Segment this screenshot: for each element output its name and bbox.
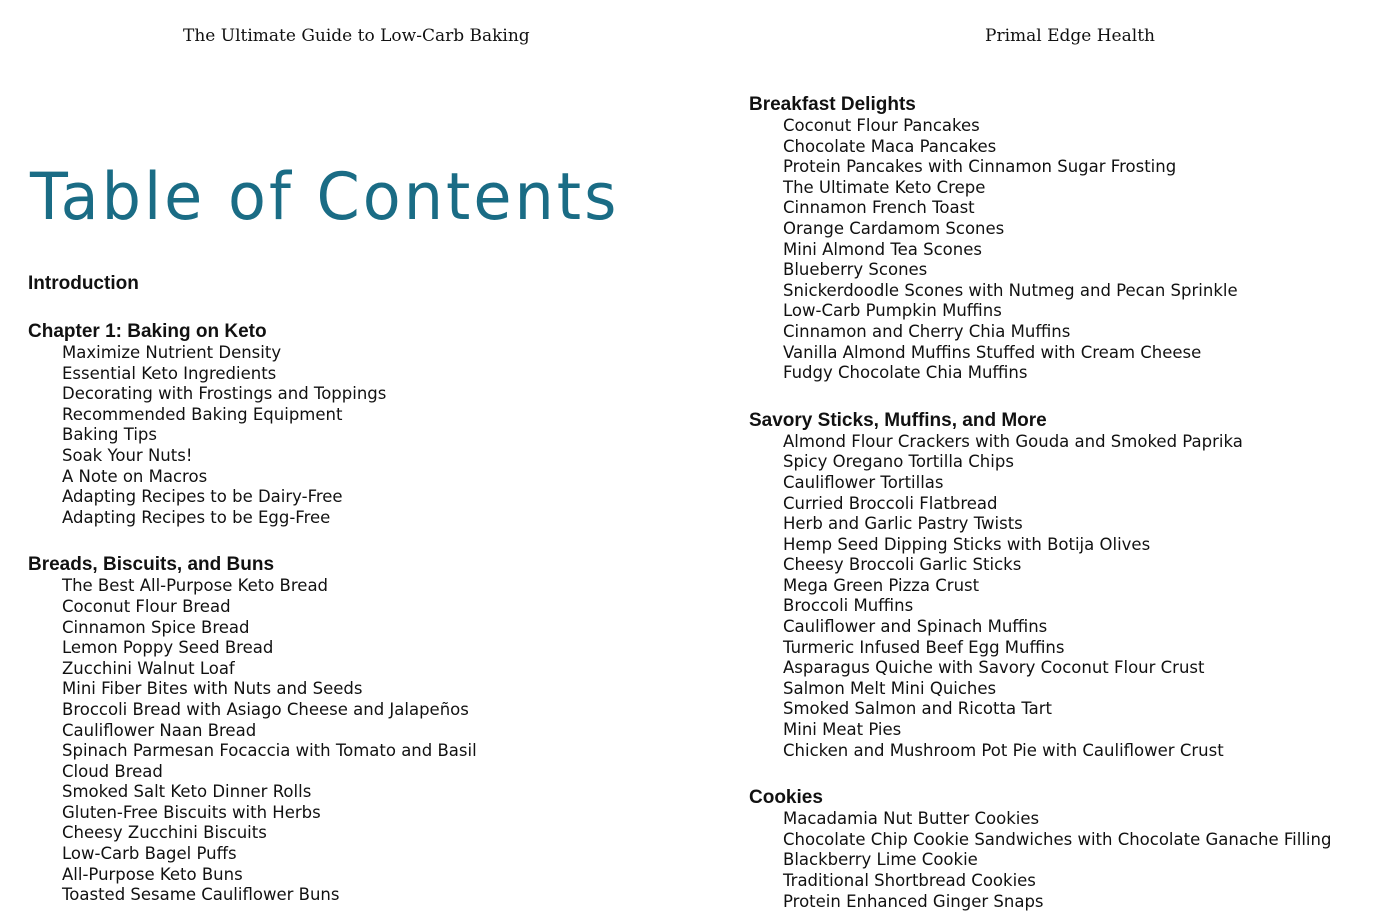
toc-entry[interactable]: Broccoli Bread with Asiago Cheese and Jalapeños [62, 699, 469, 719]
toc-entry[interactable]: Essential Keto Ingredients [62, 363, 277, 383]
toc-entry[interactable]: Salmon Melt Mini Quiches [783, 678, 997, 698]
toc-entry[interactable]: Smoked Salt Keto Dinner Rolls [62, 782, 312, 802]
toc-entry[interactable]: Cauliflower and Spinach Muffins [783, 617, 1048, 637]
section-heading-cookies[interactable]: Cookies [749, 787, 823, 809]
toc-right-column [749, 93, 1331, 912]
toc-entry[interactable]: Chocolate Maca Pancakes [783, 136, 997, 156]
toc-entry[interactable]: Protein Pancakes with Cinnamon Sugar Frosting [783, 157, 1177, 177]
toc-entry[interactable]: Low-Carb Pumpkin Muffins [783, 301, 1002, 321]
page-title: Table of Contents [30, 158, 620, 235]
toc-section-savory [749, 409, 1331, 762]
toc-entry[interactable]: Cheesy Broccoli Garlic Sticks [783, 555, 1022, 575]
toc-entry[interactable]: Cloud Bread [62, 761, 163, 781]
section-heading-introduction[interactable]: Introduction [28, 273, 139, 294]
toc-entry[interactable]: Spicy Oregano Tortilla Chips [783, 452, 1014, 472]
toc-entry[interactable]: Snickerdoodle Scones with Nutmeg and Pecan Sprinkle [783, 280, 1238, 300]
toc-entry[interactable]: Adapting Recipes to be Egg-Free [62, 507, 331, 527]
toc-entry[interactable]: Fudgy Chocolate Chia Muffins [783, 363, 1028, 383]
toc-entry[interactable]: Cinnamon French Toast [783, 198, 975, 218]
toc-entry[interactable]: Broccoli Muffins [783, 596, 914, 616]
toc-entry[interactable]: Smoked Salmon and Ricotta Tart [783, 699, 1053, 719]
toc-entry[interactable]: The Ultimate Keto Crepe [783, 177, 986, 197]
right-page [690, 0, 1380, 923]
toc-entry[interactable]: A Note on Macros [62, 466, 208, 486]
toc-entry[interactable]: Macadamia Nut Butter Cookies [783, 809, 1040, 829]
toc-entry[interactable]: Asparagus Quiche with Savory Coconut Flour Crust [783, 658, 1205, 678]
toc-section-introduction [28, 272, 477, 295]
toc-entry[interactable]: Mini Almond Tea Scones [783, 239, 982, 259]
toc-entry[interactable]: Recommended Baking Equipment [62, 404, 343, 424]
toc-section-breads [28, 553, 477, 906]
toc-section-cookies [749, 786, 1331, 912]
toc-list [28, 343, 477, 528]
toc-entry[interactable]: Vanilla Almond Muffins Stuffed with Cream Cheese [783, 342, 1202, 362]
toc-entry[interactable]: Cinnamon Spice Bread [62, 617, 250, 637]
toc-entry[interactable]: All-Purpose Keto Buns [62, 864, 243, 884]
toc-entry[interactable]: Soak Your Nuts! [62, 445, 193, 465]
toc-entry[interactable]: Decorating with Frostings and Toppings [62, 384, 387, 404]
toc-entry[interactable]: Hemp Seed Dipping Sticks with Botija Olives [783, 534, 1151, 554]
toc-left-column [28, 272, 477, 906]
toc-entry[interactable]: Chocolate Chip Cookie Sandwiches with Chocolate Ganache Filling [783, 829, 1332, 849]
toc-entry[interactable]: Lemon Poppy Seed Bread [62, 638, 274, 658]
toc-entry[interactable]: Mega Green Pizza Crust [783, 575, 980, 595]
toc-entry[interactable]: Low-Carb Bagel Puffs [62, 844, 237, 864]
toc-entry[interactable]: Blueberry Scones [783, 260, 928, 280]
toc-entry[interactable]: Coconut Flour Bread [62, 596, 231, 616]
toc-entry[interactable]: Cheesy Zucchini Biscuits [62, 823, 267, 843]
toc-list [749, 432, 1331, 762]
toc-list [749, 809, 1331, 912]
toc-list [749, 116, 1331, 384]
toc-entry[interactable]: Spinach Parmesan Focaccia with Tomato and Basil [62, 741, 477, 761]
toc-list [28, 576, 477, 906]
section-heading-breakfast[interactable]: Breakfast Delights [749, 94, 916, 115]
toc-entry[interactable]: Protein Enhanced Ginger Snaps [783, 891, 1044, 911]
toc-entry[interactable]: Chicken and Mushroom Pot Pie with Cauliflower Crust [783, 740, 1224, 760]
toc-entry[interactable]: Baking Tips [62, 425, 157, 445]
toc-entry[interactable]: Blackberry Lime Cookie [783, 850, 978, 870]
toc-entry[interactable]: Cinnamon and Cherry Chia Muffins [783, 321, 1071, 341]
toc-entry[interactable]: Zucchini Walnut Loaf [62, 658, 235, 678]
toc-entry[interactable]: Adapting Recipes to be Dairy-Free [62, 487, 343, 507]
book-title-running-head: The Ultimate Guide to Low-Carb Baking [183, 26, 530, 46]
toc-entry[interactable]: Cauliflower Naan Bread [62, 720, 257, 740]
toc-entry[interactable]: Coconut Flour Pancakes [783, 116, 980, 135]
toc-section-breakfast [749, 93, 1331, 384]
toc-entry[interactable]: Toasted Sesame Cauliflower Buns [62, 885, 340, 905]
toc-entry[interactable]: Cauliflower Tortillas [783, 472, 944, 492]
toc-entry[interactable]: Curried Broccoli Flatbread [783, 493, 998, 513]
section-heading-savory[interactable]: Savory Sticks, Muffins, and More [749, 409, 1047, 431]
toc-entry[interactable]: Mini Fiber Bites with Nuts and Seeds [62, 679, 363, 699]
toc-entry[interactable]: Gluten-Free Biscuits with Herbs [62, 802, 321, 822]
toc-section-chapter1 [28, 320, 477, 528]
toc-entry[interactable]: Mini Meat Pies [783, 720, 902, 740]
author-running-head: Primal Edge Health [985, 26, 1155, 46]
toc-entry[interactable]: Herb and Garlic Pastry Twists [783, 514, 1023, 534]
toc-entry[interactable]: Traditional Shortbread Cookies [783, 871, 1036, 890]
toc-entry[interactable]: Orange Cardamom Scones [783, 218, 1005, 238]
toc-entry[interactable]: The Best All-Purpose Keto Bread [62, 576, 329, 596]
section-heading-chapter1[interactable]: Chapter 1: Baking on Keto [28, 321, 267, 342]
toc-entry[interactable]: Maximize Nutrient Density [62, 343, 282, 362]
section-heading-breads[interactable]: Breads, Biscuits, and Buns [28, 554, 275, 576]
toc-entry[interactable]: Almond Flour Crackers with Gouda and Smoked Paprika [783, 431, 1243, 451]
toc-entry[interactable]: Turmeric Infused Beef Egg Muffins [783, 637, 1065, 657]
